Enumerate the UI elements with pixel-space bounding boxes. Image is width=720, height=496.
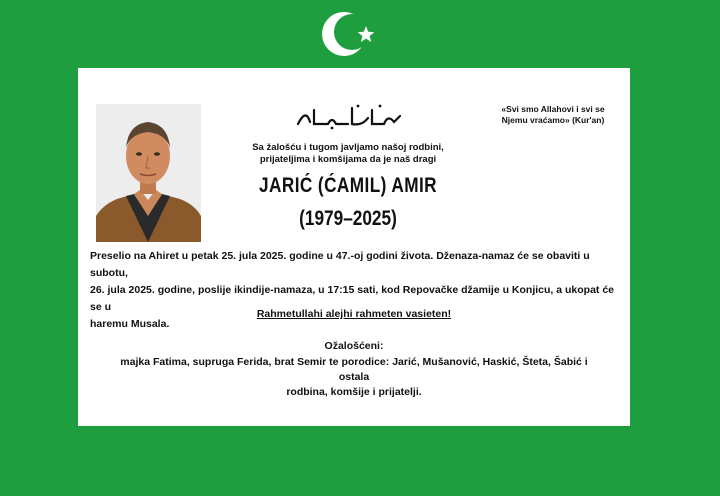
mourners-list [108, 355, 600, 400]
intro-text [238, 142, 458, 166]
announcement-line: haremu Musala. [90, 318, 170, 330]
announcement-line: Preselio na Ahiret u petak 25. jula 2025. godine u 47.-oj godini života. Dženaza-namaz će se obaviti u subotu, [90, 250, 590, 279]
quote-line: «Svi smo Allahovi i svi se [501, 104, 605, 114]
mourners-line: rodbina, komšije i prijatelji. [286, 386, 422, 398]
mourners-title: Ožalošćeni: [324, 340, 384, 352]
prayer-line: Rahmetullahi alejhi rahmeten vasieten! [256, 308, 452, 320]
portrait-photo [96, 104, 201, 242]
arabic-calligraphy [288, 102, 408, 130]
intro-line: Sa žalošću i tugom javljamo našoj rodbini, [252, 142, 444, 153]
announcement-line: 26. jula 2025. godine, poslije ikindije-namaza, u 17:15 sati, kod Repovačke džamije u Konjicu, a ukopat će se u [90, 284, 615, 313]
deceased-years: (1979–2025) [299, 207, 397, 230]
obituary-card [78, 68, 630, 426]
prayer-text [78, 308, 630, 320]
intro-line: prijateljima i komšijama da je naš dragi [259, 154, 437, 165]
mourners-line: majka Fatima, supruga Ferida, brat Semir te porodice: Jarić, Mušanović, Haskić, Šteta, Šabić i ostala [120, 356, 588, 383]
crescent-star-icon [320, 8, 380, 60]
deceased-name: JARIĆ (ĆAMIL) AMIR [259, 174, 437, 197]
announcement-text [90, 248, 620, 333]
quote-line: Njemu vraćamo» (Kur'an) [501, 115, 605, 125]
quran-quote [483, 104, 623, 126]
